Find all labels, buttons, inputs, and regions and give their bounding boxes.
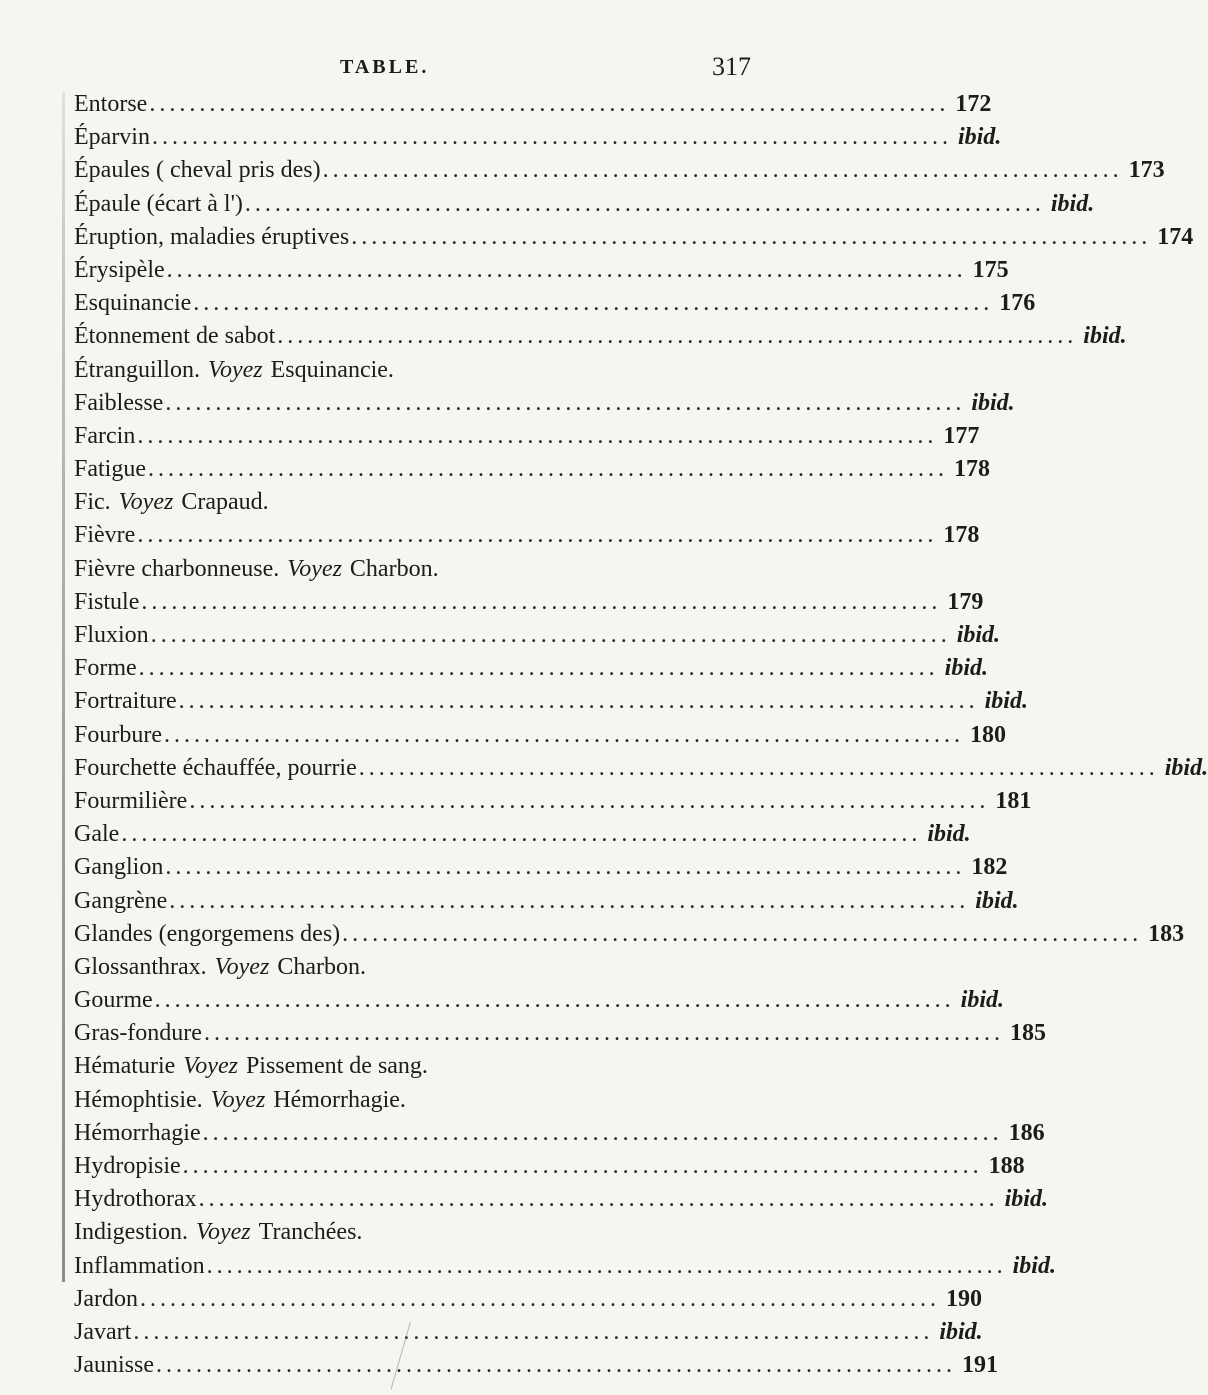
dot-leader: ................................................................................ bbox=[165, 854, 966, 881]
see-reference bbox=[215, 951, 366, 984]
page-number: 317 bbox=[712, 52, 751, 81]
index-entry bbox=[74, 719, 1006, 752]
index-entry bbox=[74, 1216, 744, 1249]
entry-label: Gangrène bbox=[74, 887, 168, 914]
index-entry bbox=[74, 486, 744, 519]
dot-leader: ................................................................................ bbox=[141, 588, 942, 615]
dot-leader: ................................................................................ bbox=[203, 1020, 1004, 1047]
index-entry bbox=[74, 984, 1004, 1017]
dot-leader: ................................................................................ bbox=[137, 422, 938, 449]
dot-leader: ................................................................................ bbox=[150, 622, 951, 648]
index-entry bbox=[74, 1050, 744, 1083]
see-reference bbox=[287, 553, 438, 586]
running-title: TABLE. bbox=[340, 56, 430, 78]
entry-label: Fourbure bbox=[74, 721, 162, 748]
index-entries bbox=[74, 88, 1208, 1382]
dot-leader: ................................................................................ bbox=[163, 721, 964, 748]
dot-leader: ................................................................................ bbox=[189, 787, 990, 814]
see-word: Voyez bbox=[118, 489, 174, 516]
see-reference bbox=[183, 1050, 428, 1083]
index-entry bbox=[74, 519, 980, 552]
entry-label: Hémorrhagie bbox=[74, 1119, 201, 1146]
see-reference bbox=[196, 1216, 362, 1249]
dot-leader: ................................................................................ bbox=[139, 1285, 940, 1312]
index-entry bbox=[74, 785, 1032, 818]
see-reference bbox=[119, 486, 269, 519]
entry-label: Gale bbox=[74, 821, 120, 848]
entry-label: Éparvin bbox=[74, 124, 150, 151]
index-entry bbox=[74, 88, 992, 121]
entry-label: Fièvre bbox=[74, 522, 136, 549]
entry-label: Javart bbox=[74, 1318, 132, 1345]
entry-label: Fic. bbox=[74, 489, 111, 516]
page-reference: 190 bbox=[945, 1285, 982, 1312]
see-word: Voyez bbox=[183, 1053, 238, 1080]
entry-label: Jardon bbox=[74, 1285, 138, 1312]
dot-leader: ................................................................................ bbox=[138, 655, 939, 682]
page-reference: 175 bbox=[972, 256, 1009, 283]
page-reference: 185 bbox=[1009, 1020, 1046, 1047]
index-entry bbox=[74, 387, 1015, 420]
index-entry bbox=[74, 1117, 1045, 1150]
entry-label: Farcin bbox=[74, 422, 136, 449]
index-entry bbox=[74, 652, 989, 685]
index-entry bbox=[74, 1283, 982, 1316]
index-entry bbox=[74, 885, 1019, 918]
dot-leader: ................................................................................ bbox=[244, 190, 1045, 217]
see-target: Crapaud. bbox=[181, 489, 269, 516]
entry-label: Fortraiture bbox=[74, 688, 177, 715]
page-reference: 178 bbox=[943, 522, 980, 549]
see-reference bbox=[208, 354, 394, 387]
page-reference: 176 bbox=[999, 290, 1036, 317]
dot-leader: ................................................................................ bbox=[166, 256, 967, 283]
entry-label: Gourme bbox=[74, 987, 153, 1014]
page-reference: ibid. bbox=[960, 987, 1004, 1014]
see-target: Tranchées. bbox=[258, 1219, 363, 1246]
index-entry bbox=[74, 320, 1127, 353]
dot-leader: ................................................................................ bbox=[148, 456, 948, 483]
entry-label: Fourmilière bbox=[74, 787, 188, 814]
entry-label: Fièvre charbonneuse. bbox=[74, 555, 280, 582]
page-reference: 172 bbox=[955, 91, 992, 117]
index-entry bbox=[74, 354, 744, 387]
page-reference: 181 bbox=[995, 787, 1032, 814]
entry-label: Gras-fondure bbox=[74, 1020, 202, 1047]
entry-label: Fistule bbox=[74, 588, 140, 615]
dot-leader: ................................................................................ bbox=[154, 987, 955, 1014]
page-reference: 179 bbox=[947, 588, 984, 615]
see-word: Voyez bbox=[287, 555, 342, 582]
see-word: Voyez bbox=[210, 1086, 266, 1113]
dot-leader: ................................................................................ bbox=[193, 290, 994, 317]
dot-leader: ................................................................................ bbox=[277, 323, 1078, 350]
entry-label: Hématurie bbox=[74, 1053, 176, 1080]
index-entry bbox=[74, 1084, 744, 1117]
entry-label: Hydropisie bbox=[74, 1153, 181, 1179]
page-reference: 174 bbox=[1157, 223, 1194, 250]
index-entry bbox=[74, 188, 1095, 221]
running-header bbox=[0, 52, 800, 88]
page-reference: 188 bbox=[988, 1153, 1025, 1179]
entry-label: Forme bbox=[74, 655, 137, 682]
see-reference bbox=[211, 1084, 406, 1117]
dot-leader: ................................................................................ bbox=[137, 522, 938, 549]
page-gutter-shadow bbox=[62, 92, 65, 1282]
dot-leader: ................................................................................ bbox=[178, 688, 979, 715]
see-word: Voyez bbox=[196, 1219, 251, 1246]
page-reference: ibid. bbox=[956, 622, 1001, 648]
page-reference: 173 bbox=[1128, 157, 1165, 184]
page-reference: 177 bbox=[943, 422, 980, 449]
page-reference: 191 bbox=[962, 1352, 998, 1379]
entry-label: Jaunisse bbox=[74, 1352, 154, 1379]
see-target: Esquinancie. bbox=[270, 356, 394, 383]
dot-leader: ................................................................................ bbox=[202, 1119, 1003, 1146]
dot-leader: ................................................................................ bbox=[165, 389, 966, 416]
see-word: Voyez bbox=[207, 356, 263, 383]
entry-label: Entorse bbox=[74, 91, 148, 117]
index-entry bbox=[74, 1183, 1048, 1216]
see-target: Pissement de sang. bbox=[245, 1053, 428, 1080]
entry-label: Fatigue bbox=[74, 456, 146, 483]
see-target: Charbon. bbox=[349, 555, 439, 582]
dot-leader: ................................................................................ bbox=[198, 1186, 999, 1213]
entry-label: Éruption, maladies éruptives bbox=[74, 223, 350, 250]
page-reference: 180 bbox=[969, 721, 1006, 748]
index-entry bbox=[74, 453, 990, 486]
entry-label: Esquinancie bbox=[74, 290, 192, 317]
entry-label: Glossanthrax. bbox=[74, 953, 207, 980]
index-entry bbox=[74, 818, 971, 851]
entry-label: Fourchette échauffée, pourrie bbox=[74, 754, 357, 781]
page-reference: ibid. bbox=[1164, 754, 1208, 781]
page-reference: ibid. bbox=[957, 124, 1002, 151]
page-reference: ibid. bbox=[984, 688, 1028, 715]
index-entry bbox=[74, 553, 744, 586]
index-entry bbox=[74, 254, 1009, 287]
dot-leader: ................................................................................ bbox=[169, 887, 970, 914]
page-reference: ibid. bbox=[927, 821, 971, 848]
page-reference: ibid. bbox=[1012, 1252, 1056, 1279]
index-entry bbox=[74, 154, 1165, 187]
entry-label: Glandes (engorgemens des) bbox=[74, 920, 341, 947]
entry-label: Épaule (écart à l') bbox=[74, 190, 243, 217]
entry-label: Hémophtisie. bbox=[74, 1086, 203, 1113]
page-reference: ibid. bbox=[971, 389, 1015, 416]
see-target: Hémorrhagie. bbox=[273, 1086, 406, 1113]
entry-label: Indigestion. bbox=[74, 1219, 188, 1246]
entry-label: Fluxion bbox=[74, 622, 149, 648]
entry-label: Hydrothorax bbox=[74, 1186, 197, 1213]
entry-label: Étranguillon. bbox=[74, 356, 200, 383]
page-reference: ibid. bbox=[944, 655, 989, 682]
dot-leader: ................................................................................ bbox=[322, 157, 1123, 184]
page-reference: ibid. bbox=[1083, 323, 1127, 350]
entry-label: Érysipèle bbox=[74, 256, 165, 283]
see-target: Charbon. bbox=[277, 953, 366, 980]
dot-leader: ................................................................................ bbox=[182, 1153, 983, 1179]
page-reference: ibid. bbox=[975, 887, 1019, 914]
index-entry bbox=[74, 121, 1002, 154]
index-entry bbox=[74, 685, 1028, 718]
index-entry bbox=[74, 287, 1036, 320]
page-reference: ibid. bbox=[1004, 1186, 1048, 1213]
index-entry bbox=[74, 951, 744, 984]
see-word: Voyez bbox=[214, 953, 270, 980]
index-entry bbox=[74, 851, 1008, 884]
entry-label: Épaules ( cheval pris des) bbox=[74, 157, 321, 184]
page-reference: ibid. bbox=[939, 1318, 983, 1345]
index-entry bbox=[74, 918, 1185, 951]
dot-leader: ................................................................................ bbox=[133, 1318, 934, 1345]
entry-label: Inflammation bbox=[74, 1252, 205, 1279]
entry-label: Ganglion bbox=[74, 854, 164, 881]
index-entry bbox=[74, 586, 984, 619]
entry-label: Étonnement de sabot bbox=[74, 323, 276, 350]
dot-leader: ................................................................................ bbox=[121, 821, 922, 848]
index-entry bbox=[74, 1250, 1056, 1283]
dot-leader: ................................................................................ bbox=[149, 91, 950, 117]
index-entry bbox=[74, 420, 980, 453]
dot-leader: ................................................................................ bbox=[351, 223, 1152, 250]
index-entry bbox=[74, 619, 1001, 652]
page-reference: 183 bbox=[1148, 920, 1185, 947]
page-reference: 182 bbox=[971, 854, 1008, 881]
page-reference: 186 bbox=[1008, 1119, 1045, 1146]
dot-leader: ................................................................................ bbox=[156, 1352, 956, 1379]
dot-leader: ................................................................................ bbox=[342, 920, 1143, 947]
index-entry bbox=[74, 221, 1194, 254]
index-entry bbox=[74, 1150, 1025, 1183]
page-reference: ibid. bbox=[1050, 190, 1095, 217]
dot-leader: ................................................................................ bbox=[206, 1252, 1007, 1279]
dot-leader: ................................................................................ bbox=[151, 124, 952, 151]
index-entry bbox=[74, 1017, 1046, 1050]
page-reference: 178 bbox=[954, 456, 990, 483]
entry-label: Faiblesse bbox=[74, 389, 164, 416]
dot-leader: ................................................................................ bbox=[358, 754, 1159, 781]
index-entry bbox=[74, 752, 1208, 785]
